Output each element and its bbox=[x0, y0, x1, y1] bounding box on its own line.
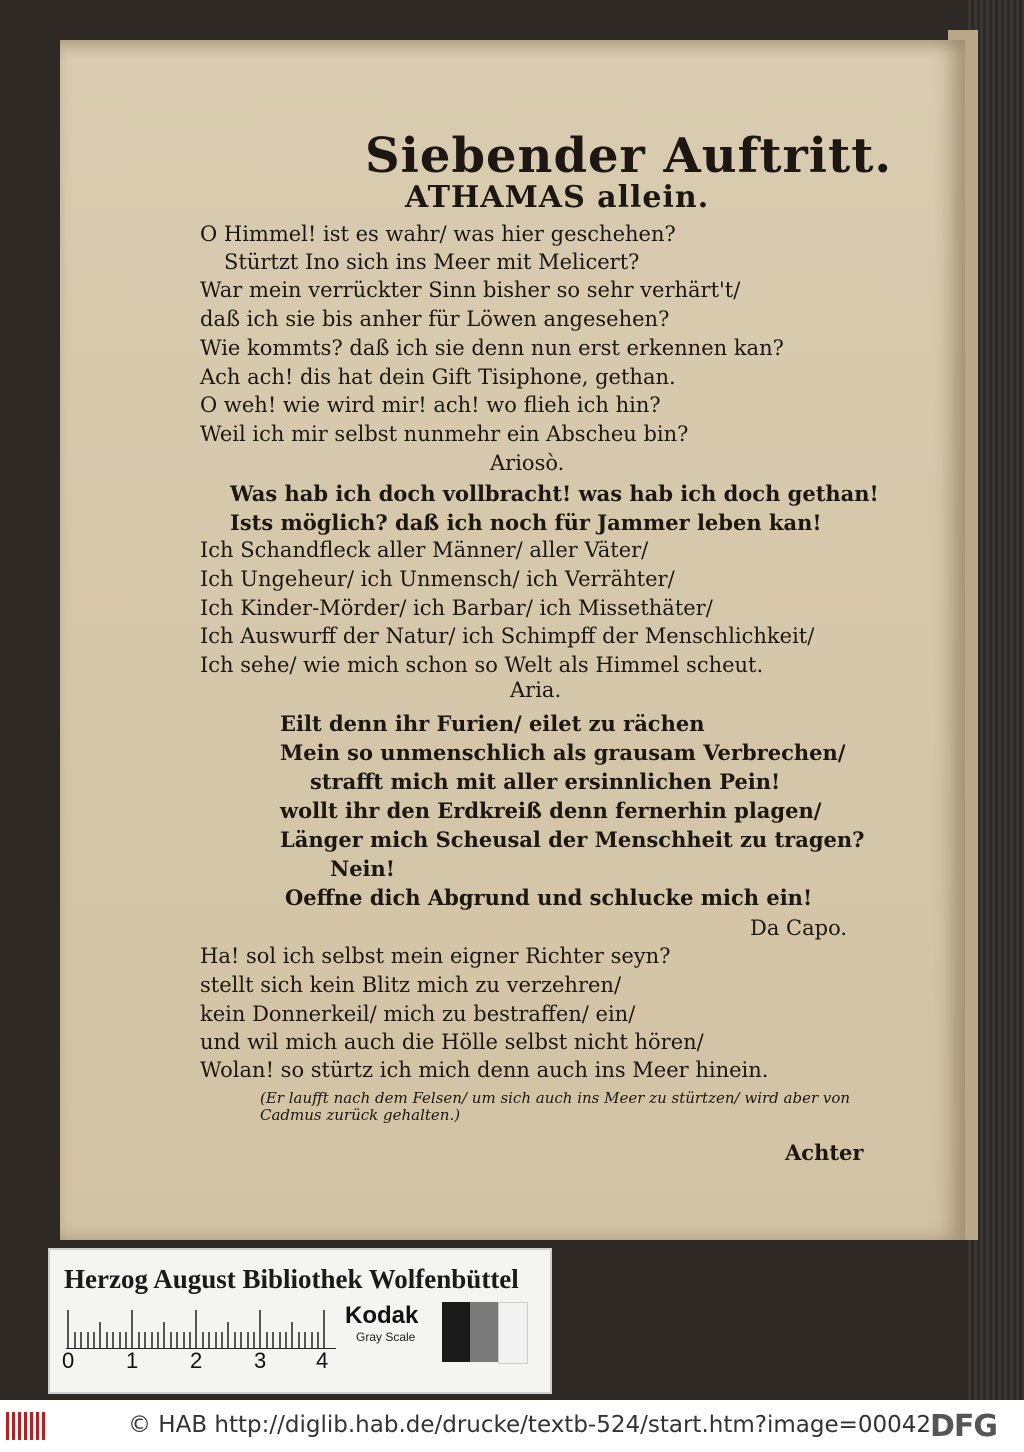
viewer-footer bbox=[0, 1400, 1024, 1452]
text-line: Ich Kinder-Mörder/ ich Barbar/ ich Missethäter/ bbox=[200, 596, 713, 620]
text-line: Stürtzt Ino sich ins Meer mit Melicert? bbox=[224, 250, 640, 274]
text-line: Ha! sol ich selbst mein eigner Richter seyn? bbox=[200, 944, 671, 968]
ruler-number: 2 bbox=[190, 1348, 203, 1373]
ruler-number: 1 bbox=[126, 1348, 139, 1373]
text-line: Länger mich Scheusal der Menschheit zu tragen? bbox=[280, 827, 865, 852]
text-line: Oeffne dich Abgrund und schlucke mich ein! bbox=[285, 885, 813, 910]
ruler-scale bbox=[66, 1308, 336, 1349]
text-line: wollt ihr den Erdkreiß denn fernerhin plagen/ bbox=[280, 798, 822, 823]
text-line: Ich Schandfleck aller Männer/ aller Väter/ bbox=[200, 538, 649, 562]
text-line: Ach ach! dis hat dein Gift Tisiphone, gethan. bbox=[200, 365, 676, 389]
dfg-logo: DFG bbox=[930, 1409, 998, 1444]
text-line: Mein so unmenschlich als grausam Verbrechen/ bbox=[280, 740, 846, 765]
da-capo-label: Da Capo. bbox=[750, 916, 848, 940]
gray-swatch-white bbox=[498, 1302, 528, 1364]
ruler-number: 3 bbox=[254, 1348, 267, 1373]
text-line: Was hab ich doch vollbracht! was hab ich doch gethan! bbox=[230, 481, 879, 506]
text-line: O Himmel! ist es wahr/ was hier geschehen? bbox=[200, 222, 676, 246]
text-line: O weh! wie wird mir! ach! wo flieh ich hin? bbox=[200, 393, 661, 417]
text-line: kein Donnerkeil/ mich zu bestraffen/ ein/ bbox=[200, 1002, 636, 1026]
text-line: Ich Auswurff der Natur/ ich Schimpff der Menschlichkeit/ bbox=[200, 624, 815, 648]
kodak-logo: Kodak bbox=[345, 1302, 419, 1329]
text-line: Nein! bbox=[330, 856, 396, 881]
text-line: daß ich sie bis anher für Löwen angesehen? bbox=[200, 307, 670, 331]
hab-logo-icon bbox=[6, 1412, 46, 1440]
stage-direction: (Er laufft nach dem Felsen/ um sich auch ins Meer zu stürtzen/ wird aber von Cadmus zurück gehalten.) bbox=[260, 1089, 851, 1125]
text-line: War mein verrückter Sinn bisher so sehr verhärt't/ bbox=[200, 278, 741, 302]
text-line: Ich sehe/ wie mich schon so Welt als Himmel scheut. bbox=[200, 653, 764, 677]
text-line: Wie kommts? daß ich sie denn nun erst erkennen kan? bbox=[200, 336, 784, 360]
gray-scale-label: Gray Scale bbox=[356, 1330, 416, 1344]
section-label-aria: Aria. bbox=[510, 678, 562, 702]
library-name: Herzog August Bibliothek Wolfenbüttel bbox=[64, 1264, 519, 1294]
gray-swatch-mid bbox=[470, 1302, 498, 1362]
catchword: Achter bbox=[785, 1140, 864, 1165]
text-line: Ich Ungeheur/ ich Unmensch/ ich Verrähter/ bbox=[200, 567, 675, 591]
gray-swatch-black bbox=[442, 1302, 470, 1362]
text-line: Wolan! so stürtz ich mich denn auch ins Meer hinein. bbox=[200, 1058, 769, 1082]
text-line: strafft mich mit aller ersinnlichen Pein! bbox=[310, 769, 781, 794]
scene-heading: Siebender Auftritt. bbox=[365, 128, 893, 184]
character-heading: ATHAMAS allein. bbox=[405, 180, 710, 215]
text-line: und wil mich auch die Hölle selbst nicht hören/ bbox=[200, 1030, 704, 1054]
copyright-link[interactable]: © HAB http://diglib.hab.de/drucke/textb-524/start.htm?image=00042 bbox=[128, 1412, 932, 1438]
section-label-arioso: Ariosò. bbox=[490, 451, 565, 475]
book-page bbox=[60, 40, 965, 1240]
text-line: Ists möglich? daß ich noch für Jammer leben kan! bbox=[230, 510, 822, 535]
text-line: Eilt denn ihr Furien/ eilet zu rächen bbox=[280, 711, 705, 736]
ruler-number: 0 bbox=[62, 1348, 75, 1373]
text-line: stellt sich kein Blitz mich zu verzehren/ bbox=[200, 973, 622, 997]
text-line: Weil ich mir selbst nunmehr ein Abscheu bin? bbox=[200, 422, 689, 446]
ruler-number: 4 bbox=[316, 1348, 329, 1373]
color-calibration-card bbox=[48, 1248, 552, 1394]
